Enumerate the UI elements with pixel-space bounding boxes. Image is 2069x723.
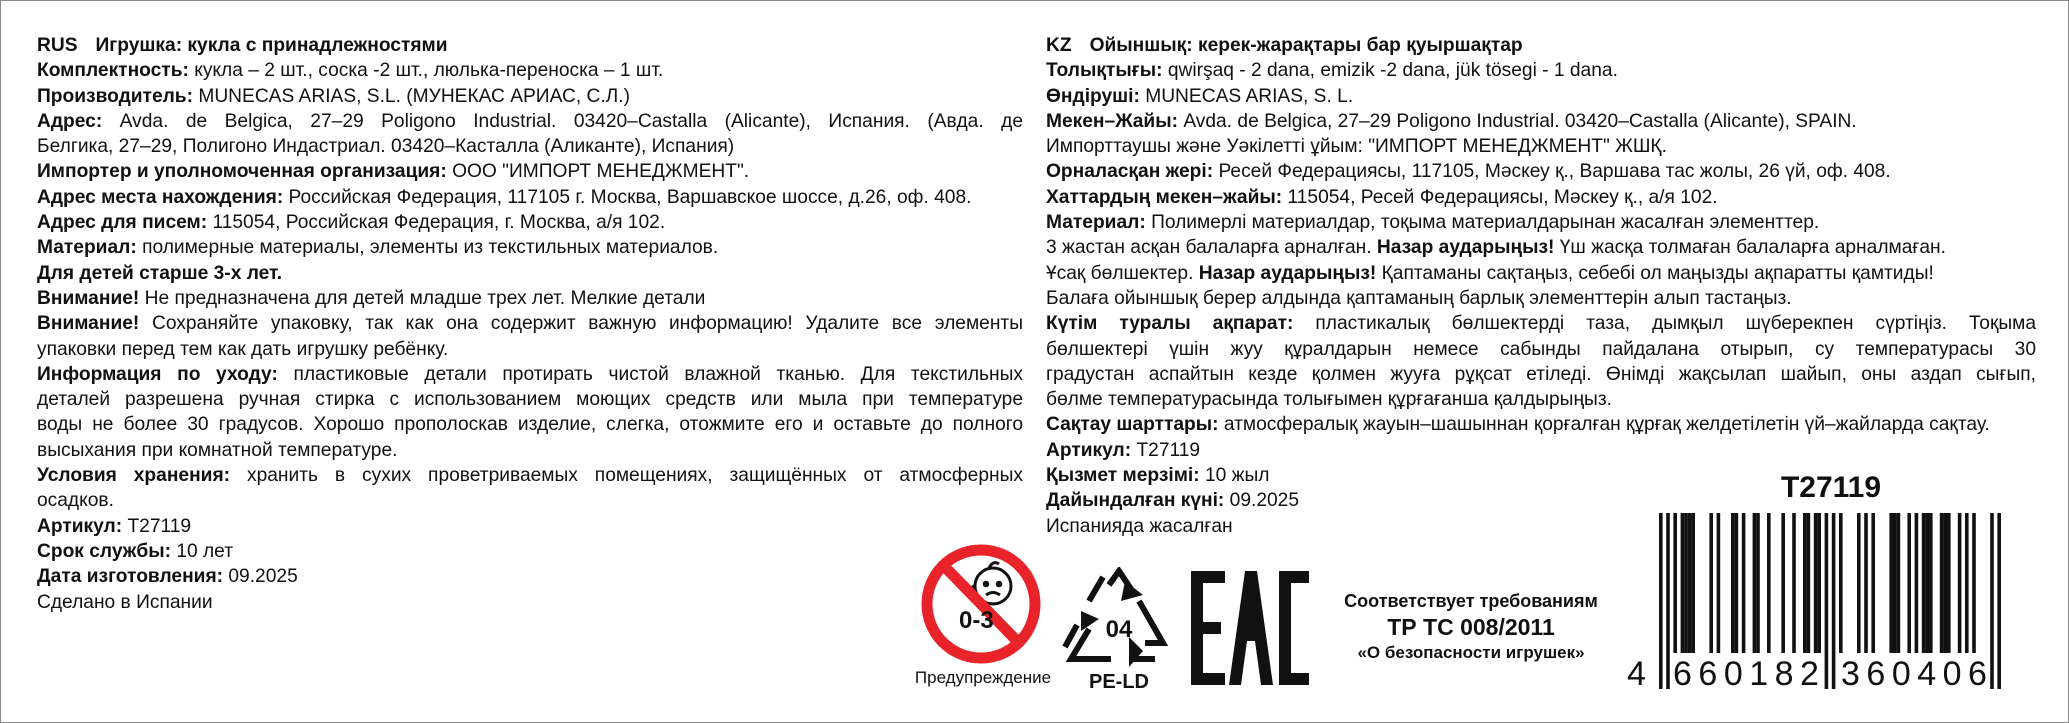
kz-line-text: 10 жыл (1199, 465, 1270, 487)
barcode-bar (1792, 513, 1796, 653)
rus-line (37, 311, 1023, 336)
kz-line-label: Материал: (1046, 212, 1146, 234)
kz-line-label: Назар аударыңыз! (1376, 237, 1555, 259)
recycle-icon (1059, 567, 1179, 671)
rus-line-text: Белгика, 27–29, Полигоно Индастриал. 03420–Касталла (Аликанте), Испания) (37, 136, 735, 158)
barcode-first-digit: 4 (1627, 655, 1646, 693)
rus-line (37, 438, 1023, 463)
kz-language-code: KZ (1046, 35, 1072, 56)
rus-line (37, 109, 1023, 134)
barcode-digits-right: 360406 (1841, 655, 1994, 693)
barcode-bar (1781, 513, 1785, 653)
barcode-bar (1814, 513, 1818, 653)
barcode-digits-left: 660182 (1673, 655, 1826, 693)
kz-line-label: Өндіруші: (1046, 85, 1140, 107)
barcode-bar (1691, 513, 1695, 653)
rus-line (37, 488, 1023, 513)
rus-line (37, 590, 1023, 615)
rus-line (37, 235, 1023, 260)
barcode-bar (1922, 513, 1926, 653)
barcode-bar (1893, 513, 1897, 653)
rus-line-text: Российская Федерация, 117105 г. Москва, Варшавское шоссе, д.26, оф. 408. (283, 186, 972, 208)
conformity-line-3: «О безопасности игрушек» (1357, 643, 1585, 662)
rus-line (37, 84, 1023, 109)
kz-line (1046, 362, 2036, 387)
barcode-bar (1767, 513, 1771, 653)
rus-line-label: Импортер и уполномоченная организация: (37, 161, 447, 183)
rus-line-label: Внимание! (37, 313, 140, 335)
barcode-bar (1997, 513, 2001, 689)
barcode-bar (1742, 513, 1746, 653)
rus-line (37, 387, 1023, 412)
kz-line (1046, 261, 2036, 286)
kz-line-text: Қаптаманы сақтаңыз, себебі ол маңызды ақпаратты қамтиды! (1376, 262, 1934, 284)
kz-line-text: qwirşaq - 2 dana, emizik -2 dana, jük tösegi - 1 dana. (1162, 60, 1618, 82)
rus-line-label: Адрес места нахождения: (37, 186, 284, 208)
barcode-bar (1803, 513, 1807, 653)
kz-line-text: градустан аспайтын кезде қолмен жууға рұқсат етіледі. Өнімді жақсылап шайып, оны аздап сығып, (1046, 363, 2036, 385)
kz-line (1046, 311, 2036, 336)
eac-mark (1191, 569, 1309, 687)
rus-line-text: деталей разрешена ручная стирка с использованием моющих средств или мыла при температуре (37, 389, 1023, 411)
barcode-bar (1897, 513, 1901, 653)
rus-line (37, 539, 1023, 564)
rus-title-line (37, 33, 1023, 58)
kz-column (1046, 33, 2036, 539)
eac-icon (1191, 569, 1309, 687)
kz-line (1046, 84, 2036, 109)
kz-line-label: Мекен–Жайы: (1046, 110, 1179, 132)
barcode-bar (1659, 513, 1663, 689)
rus-title: Игрушка: кукла с принадлежностями (95, 35, 448, 56)
kz-line-text: Ресей Федерациясы, 117105, Мәскеу қ., Варшава тас жолы, 26 үй, оф. 408. (1213, 161, 1891, 183)
kz-line (1046, 210, 2036, 235)
kz-line-text: 3 жастан асқан балаларға арналған. (1046, 237, 1377, 259)
rus-line (37, 337, 1023, 362)
rus-line (37, 412, 1023, 437)
rus-line-text: воды не более 30 градусов. Хорошо прополоскав изделие, слегка, отожмите его и оставьте до полного (37, 414, 1023, 436)
barcode-bar (1731, 513, 1735, 653)
kz-title: Ойыншық: керек-жарақтары бар қуыршақтар (1089, 35, 1523, 56)
rus-line (37, 362, 1023, 387)
barcode-bar (1709, 513, 1713, 653)
kz-line-text: атмосфералық жауын–шашыннан қорғалған құрғақ желдетілетін үй–жайларда сақтау. (1218, 414, 1990, 436)
kz-line-text: бөлме температурасында толығымен құрғағанша қалдырыңыз. (1046, 389, 1612, 411)
rus-line (37, 564, 1023, 589)
rus-line-label: Комплектность: (37, 60, 189, 82)
barcode-bar (1925, 513, 1929, 653)
kz-line (1046, 412, 2036, 437)
barcode-bar (1943, 513, 1947, 653)
kz-line (1046, 134, 2036, 159)
rus-line-text: T27119 (122, 515, 192, 537)
recycle-mark (1059, 567, 1179, 697)
kz-line-text: Полимерлі материалдар, тоқыма материалдарынан жасалған элементтер. (1145, 212, 1820, 234)
rus-line-label: Дата изготовления: (37, 566, 224, 588)
recycle-number: 04 (1105, 616, 1133, 643)
conformity-block (1321, 588, 1621, 666)
barcode-bar (1807, 513, 1811, 653)
rus-line-text: осадков. (37, 490, 114, 512)
rus-line-label: Адрес: (37, 110, 103, 132)
rus-line-text: MUNECAS ARIAS, S.L. (МУНЕКАС АРИАС, С.Л.) (193, 85, 630, 107)
barcode-bar (1756, 513, 1760, 653)
kz-line-text: Балаға ойыншық берер алдында қаптаманың барлық элементтерін алып тастаңыз. (1046, 287, 1792, 309)
kz-line-text: Avda. de Belgica, 27–29 Poligono Industrial. 03420–Castalla (Alicante), SPAIN. (1178, 110, 1857, 132)
conformity-line-1: Соответствует требованиям (1344, 591, 1598, 611)
rus-line-text: 09.2025 (223, 566, 298, 588)
kz-line-text: 115054, Ресей Федерациясы, Мәскеу қ., а/я 102. (1282, 186, 1718, 208)
conformity-line-2: ТР ТС 008/2011 (1387, 614, 1555, 640)
barcode-bar (1871, 513, 1875, 653)
recycle-code: PE-LD (1089, 671, 1149, 693)
kz-line-label: Толықтығы: (1046, 60, 1163, 82)
kz-title-line (1046, 33, 2036, 58)
rus-line (37, 159, 1023, 184)
kz-line-label: Назар аударыңыз! (1198, 262, 1377, 284)
kz-line-label: Дайындалған күні: (1046, 490, 1225, 512)
kz-line (1046, 159, 2036, 184)
rus-line-text: Avda. de Belgica, 27–29 Poligono Industrial. 03420–Castalla (Alicante), Испания. (Авда. де (102, 110, 1023, 132)
rus-line-text: полимерные материалы, элементы из текстильных материалов. (136, 237, 719, 259)
rus-line (37, 463, 1023, 488)
rus-line (37, 286, 1023, 311)
barcode-bar (1947, 513, 1951, 653)
rus-line-text: пластиковые детали протирать чистой влажной тканью. Для текстильных (277, 363, 1024, 385)
no-under-3-icon (913, 544, 1053, 668)
rus-line-label: Артикул: (37, 515, 123, 537)
rus-line-label: Срок службы: (37, 540, 171, 562)
kz-line-label: Қызмет мерзімі: (1046, 465, 1200, 487)
age-warning-text: 0-3 (959, 607, 994, 634)
kz-line-label: Артикул: (1046, 439, 1132, 461)
barcode-bar (1864, 513, 1868, 653)
kz-line-label: Хаттардың мекен–жайы: (1046, 186, 1283, 208)
kz-line-text: MUNECAS ARIAS, S. L. (1139, 85, 1354, 107)
rus-line-label: Материал: (37, 237, 137, 259)
rus-line-label: Адрес для писем: (37, 212, 208, 234)
rus-line-label: Информация по уходу: (37, 363, 278, 385)
kz-line (1046, 286, 2036, 311)
rus-line-label: Производитель: (37, 85, 193, 107)
barcode-bar (1688, 513, 1692, 653)
rus-line-text: ООО "ИМПОРТ МЕНЕДЖМЕНТ". (446, 161, 750, 183)
kz-line-text: Ұсақ бөлшектер. (1046, 262, 1199, 284)
kz-line (1046, 109, 2036, 134)
kz-line (1046, 438, 2036, 463)
rus-line (37, 185, 1023, 210)
kz-line (1046, 387, 2036, 412)
rus-line-label: Условия хранения: (37, 465, 231, 487)
barcode-bar (1666, 513, 1670, 689)
barcode-bar (1717, 513, 1721, 653)
rus-line (37, 514, 1023, 539)
rus-line-text: 10 лет (170, 540, 234, 562)
kz-line (1046, 337, 2036, 362)
barcode-bar (1832, 513, 1836, 689)
rus-line-text: кукла – 2 шт., соска -2 шт., люлька-переноска – 1 шт. (188, 60, 664, 82)
rus-line (37, 58, 1023, 83)
kz-line-text: T27119 (1131, 439, 1201, 461)
rus-line-text: упаковки перед тем как дать игрушку ребёнку. (37, 338, 449, 360)
barcode-bar (1817, 513, 1821, 653)
barcode-bar (1735, 513, 1739, 653)
kz-line-text: Испанияда жасалған (1046, 515, 1233, 537)
rus-line-text: высыхания при комнатной температуре. (37, 439, 398, 461)
age-warning-mark (913, 544, 1053, 694)
barcode-bar (1839, 513, 1843, 653)
barcode-bar (1940, 513, 1944, 653)
kz-line (1046, 235, 2036, 260)
barcode-bar (1681, 513, 1685, 653)
rus-column (37, 33, 1023, 615)
barcode-bar (1684, 513, 1688, 653)
barcode-bar (1972, 513, 1976, 653)
rus-line-label: Для детей старше 3-х лет. (37, 262, 283, 284)
rus-line-text: Сохраняйте упаковку, так как она содержит важную информацию! Удалите все элементы (139, 313, 1023, 335)
kz-line-text: 09.2025 (1224, 490, 1300, 512)
kz-line-text: бөлшектері үшін жуу құралдарын немесе сабынды пайдалана отырып, су температурасы 30 (1046, 338, 2036, 360)
barcode-bar (1857, 513, 1861, 653)
barcode-bar (1753, 513, 1757, 653)
rus-line (37, 210, 1023, 235)
barcode-bar (1958, 513, 1962, 653)
rus-line-label: Внимание! (37, 287, 140, 309)
rus-line-text: хранить в сухих проветриваемых помещениях, защищённых от атмосферных (230, 465, 1024, 487)
kz-line (1046, 58, 2036, 83)
kz-line-text: пластикалық бөлшектерді таза, дымқыл шүберекпен сүртіңіз. Тоқыма (1293, 313, 2036, 335)
barcode-sku: T27119 (1780, 471, 1882, 504)
kz-line-label: Сақтау шарттары: (1046, 414, 1219, 436)
barcode-bar (1965, 513, 1969, 653)
rus-line-text: Не предназначена для детей младше трех лет. Мелкие детали (139, 287, 706, 309)
barcode-bar (1929, 513, 1933, 653)
rus-language-code: RUS (37, 35, 78, 56)
kz-line-label: Орналасқан жері: (1046, 161, 1214, 183)
kz-line (1046, 185, 2036, 210)
kz-line-text: Үш жасқа толмаған балаларға арналмаған. (1554, 237, 1946, 259)
barcode-bar (1889, 513, 1893, 653)
rus-line-text: Сделано в Испании (37, 591, 213, 613)
rus-line (37, 261, 1023, 286)
warning-caption: Предупреждение (914, 668, 1052, 687)
barcode-bar (1907, 513, 1911, 653)
kz-line-label: Күтім туралы ақпарат: (1046, 313, 1294, 335)
barcode-bar (1673, 513, 1677, 653)
barcode-bar (1915, 513, 1919, 653)
rus-line (37, 134, 1023, 159)
kz-line-text: Импорттаушы және Уәкілетті ұйым: "ИМПОРТ МЕНЕДЖМЕНТ" ЖШҚ. (1046, 136, 1667, 158)
rus-line-text: 115054, Российская Федерация, г. Москва, а/я 102. (207, 212, 666, 234)
